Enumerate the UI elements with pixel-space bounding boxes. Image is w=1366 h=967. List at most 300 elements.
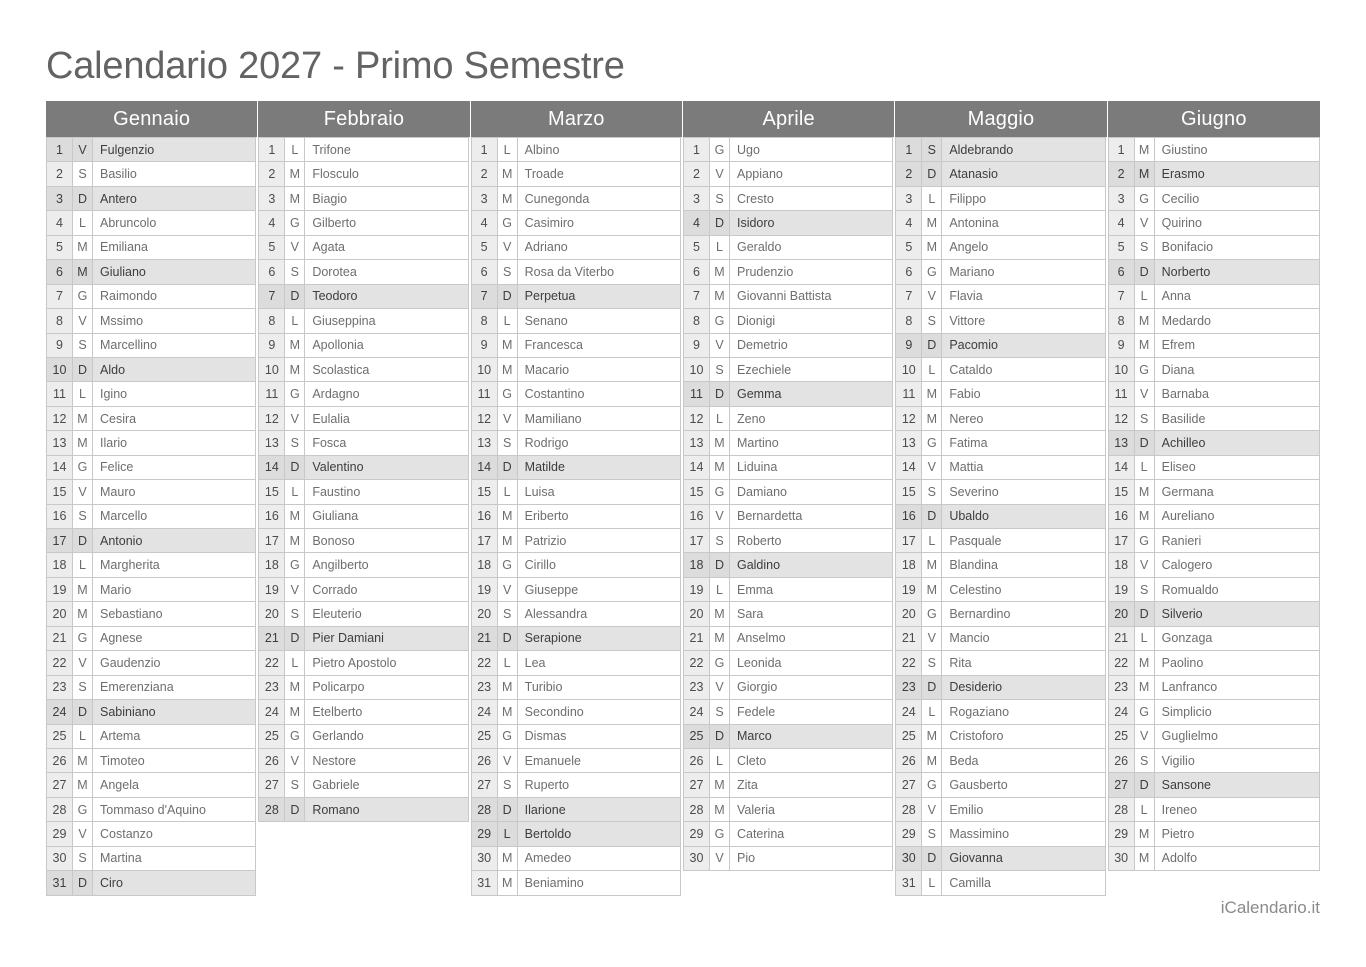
weekday-letter: L (710, 749, 730, 772)
day-number: 5 (896, 236, 922, 259)
day-number: 29 (47, 822, 73, 845)
day-row (684, 700, 892, 724)
day-number: 8 (896, 309, 922, 332)
weekday-letter: L (498, 822, 518, 845)
day-number: 28 (1109, 798, 1135, 821)
day-number: 24 (684, 700, 710, 723)
saint-name: Gerlando (305, 725, 467, 748)
day-row (472, 236, 680, 260)
day-number: 15 (472, 480, 498, 503)
saint-name: Barnaba (1155, 382, 1319, 405)
day-number: 11 (896, 382, 922, 405)
saint-name: Norberto (1155, 260, 1319, 283)
day-number: 19 (259, 578, 285, 601)
day-number: 4 (47, 211, 73, 234)
saint-name: Sebastiano (93, 602, 255, 625)
saint-name: Lanfranco (1155, 676, 1319, 699)
weekday-letter: G (922, 773, 942, 796)
saint-name: Pier Damiani (305, 627, 467, 650)
day-row (684, 407, 892, 431)
day-number: 19 (896, 578, 922, 601)
weekday-letter: D (922, 162, 942, 185)
weekday-letter: G (1135, 358, 1155, 381)
saint-name: Eleuterio (305, 602, 467, 625)
weekday-letter: S (710, 187, 730, 210)
day-number: 16 (47, 505, 73, 528)
saint-name: Perpetua (518, 285, 680, 308)
day-number: 28 (896, 798, 922, 821)
weekday-letter: L (710, 236, 730, 259)
weekday-letter: S (498, 431, 518, 454)
day-number: 23 (47, 676, 73, 699)
saint-name: Gausberto (942, 773, 1104, 796)
weekday-letter: V (285, 407, 305, 430)
saint-name: Aldo (93, 358, 255, 381)
day-row (472, 871, 680, 895)
saint-name: Antero (93, 187, 255, 210)
day-number: 17 (47, 529, 73, 552)
saint-name: Antonina (942, 211, 1104, 234)
saint-name: Mauro (93, 480, 255, 503)
day-number: 23 (1109, 676, 1135, 699)
day-number: 16 (472, 505, 498, 528)
saint-name: Pio (730, 847, 892, 870)
weekday-letter: L (710, 407, 730, 430)
day-number: 2 (684, 162, 710, 185)
saint-name: Gilberto (305, 211, 467, 234)
day-number: 2 (1109, 162, 1135, 185)
day-row (47, 407, 255, 431)
weekday-letter: V (1135, 553, 1155, 576)
day-row (1109, 211, 1319, 235)
saint-name: Diana (1155, 358, 1319, 381)
day-number: 23 (259, 676, 285, 699)
day-number: 28 (472, 798, 498, 821)
day-number: 1 (259, 138, 285, 161)
day-row (472, 651, 680, 675)
day-row (259, 480, 467, 504)
weekday-letter: V (710, 676, 730, 699)
weekday-letter: D (498, 798, 518, 821)
day-number: 15 (684, 480, 710, 503)
weekday-letter: G (710, 138, 730, 161)
day-row (47, 822, 255, 846)
day-number: 4 (259, 211, 285, 234)
saint-name: Felice (93, 456, 255, 479)
day-row (896, 602, 1104, 626)
saint-name: Scolastica (305, 358, 467, 381)
day-number: 13 (47, 431, 73, 454)
day-row (47, 798, 255, 822)
day-number: 30 (896, 847, 922, 870)
weekday-letter: M (73, 578, 93, 601)
day-row (472, 847, 680, 871)
day-number: 27 (472, 773, 498, 796)
saint-name: Giovanni Battista (730, 285, 892, 308)
day-row (896, 749, 1104, 773)
day-row (896, 309, 1104, 333)
saint-name: Geraldo (730, 236, 892, 259)
day-row (1109, 456, 1319, 480)
day-number: 23 (684, 676, 710, 699)
weekday-letter: D (73, 529, 93, 552)
day-row (259, 358, 467, 382)
weekday-letter: M (922, 553, 942, 576)
day-row (47, 505, 255, 529)
saint-name: Adolfo (1155, 847, 1319, 870)
weekday-letter: L (285, 309, 305, 332)
day-row (1109, 847, 1319, 871)
day-number: 8 (472, 309, 498, 332)
day-number: 21 (47, 627, 73, 650)
saint-name: Giustino (1155, 138, 1319, 161)
weekday-letter: D (498, 627, 518, 650)
day-row (684, 553, 892, 577)
day-row (47, 480, 255, 504)
saint-name: Troade (518, 162, 680, 185)
day-number: 30 (472, 847, 498, 870)
weekday-letter: D (285, 285, 305, 308)
weekday-letter: M (1135, 480, 1155, 503)
weekday-letter: G (73, 798, 93, 821)
day-number: 14 (47, 456, 73, 479)
day-row (684, 505, 892, 529)
day-row (684, 382, 892, 406)
saint-name: Pietro (1155, 822, 1319, 845)
day-row (684, 749, 892, 773)
saint-name: Mssimo (93, 309, 255, 332)
saint-name: Giuliano (93, 260, 255, 283)
day-number: 11 (1109, 382, 1135, 405)
day-row (1109, 138, 1319, 162)
day-row (259, 725, 467, 749)
saint-name: Raimondo (93, 285, 255, 308)
saint-name: Policarpo (305, 676, 467, 699)
day-row (472, 480, 680, 504)
weekday-letter: D (710, 553, 730, 576)
day-number: 10 (684, 358, 710, 381)
day-number: 10 (259, 358, 285, 381)
day-number: 9 (472, 334, 498, 357)
day-row (896, 578, 1104, 602)
day-number: 4 (472, 211, 498, 234)
month-column (895, 101, 1107, 896)
day-number: 12 (1109, 407, 1135, 430)
day-number: 29 (1109, 822, 1135, 845)
saint-name: Ruperto (518, 773, 680, 796)
day-number: 27 (259, 773, 285, 796)
saint-name: Beniamino (518, 871, 680, 894)
day-number: 1 (896, 138, 922, 161)
saint-name: Mancio (942, 627, 1104, 650)
saint-name: Quirino (1155, 211, 1319, 234)
day-number: 22 (1109, 651, 1135, 674)
day-row (684, 260, 892, 284)
saint-name: Fabio (942, 382, 1104, 405)
saint-name: Blandina (942, 553, 1104, 576)
day-number: 10 (47, 358, 73, 381)
weekday-letter: V (73, 480, 93, 503)
day-row (259, 700, 467, 724)
weekday-letter: M (285, 334, 305, 357)
day-number: 18 (472, 553, 498, 576)
saint-name: Timoteo (93, 749, 255, 772)
saint-name: Anselmo (730, 627, 892, 650)
day-row (684, 309, 892, 333)
day-number: 29 (472, 822, 498, 845)
saint-name: Emma (730, 578, 892, 601)
saint-name: Giovanna (942, 847, 1104, 870)
saint-name: Secondino (518, 700, 680, 723)
day-number: 29 (896, 822, 922, 845)
day-number: 7 (472, 285, 498, 308)
day-number: 21 (1109, 627, 1135, 650)
saint-name: Costantino (518, 382, 680, 405)
weekday-letter: V (922, 798, 942, 821)
day-number: 11 (472, 382, 498, 405)
weekday-letter: M (710, 456, 730, 479)
day-number: 3 (47, 187, 73, 210)
weekday-letter: D (73, 700, 93, 723)
weekday-letter: S (922, 138, 942, 161)
day-number: 21 (472, 627, 498, 650)
weekday-letter: M (710, 773, 730, 796)
saint-name: Marcellino (93, 334, 255, 357)
day-row (684, 358, 892, 382)
day-row (1109, 334, 1319, 358)
weekday-letter: D (710, 382, 730, 405)
day-number: 16 (1109, 505, 1135, 528)
saint-name: Fatima (942, 431, 1104, 454)
weekday-letter: V (498, 407, 518, 430)
weekday-letter: V (498, 749, 518, 772)
day-number: 17 (684, 529, 710, 552)
day-row (259, 431, 467, 455)
day-number: 25 (47, 725, 73, 748)
day-row (47, 358, 255, 382)
weekday-letter: V (710, 162, 730, 185)
saint-name: Desiderio (942, 676, 1104, 699)
day-row (472, 578, 680, 602)
day-number: 15 (47, 480, 73, 503)
day-number: 26 (684, 749, 710, 772)
weekday-letter: D (922, 334, 942, 357)
day-row (896, 334, 1104, 358)
day-row (47, 676, 255, 700)
day-row (896, 236, 1104, 260)
weekday-letter: M (498, 505, 518, 528)
day-number: 26 (1109, 749, 1135, 772)
day-row (896, 162, 1104, 186)
weekday-letter: G (498, 553, 518, 576)
saint-name: Francesca (518, 334, 680, 357)
day-row (896, 187, 1104, 211)
saint-name: Isidoro (730, 211, 892, 234)
month-column (683, 101, 895, 871)
day-number: 31 (47, 871, 73, 894)
weekday-letter: V (73, 138, 93, 161)
weekday-letter: V (922, 456, 942, 479)
day-number: 14 (1109, 456, 1135, 479)
weekday-letter: S (710, 700, 730, 723)
day-number: 30 (684, 847, 710, 870)
day-number: 16 (259, 505, 285, 528)
day-row (47, 773, 255, 797)
day-number: 23 (896, 676, 922, 699)
saint-name: Erasmo (1155, 162, 1319, 185)
weekday-letter: G (1135, 187, 1155, 210)
day-number: 24 (47, 700, 73, 723)
weekday-letter: S (1135, 407, 1155, 430)
weekday-letter: M (73, 236, 93, 259)
weekday-letter: S (73, 334, 93, 357)
weekday-letter: V (1135, 382, 1155, 405)
day-number: 16 (684, 505, 710, 528)
day-row (472, 260, 680, 284)
saint-name: Cesira (93, 407, 255, 430)
month-column (258, 101, 470, 822)
saint-name: Anna (1155, 285, 1319, 308)
weekday-letter: M (922, 578, 942, 601)
weekday-letter: M (922, 725, 942, 748)
day-number: 11 (684, 382, 710, 405)
saint-name: Casimiro (518, 211, 680, 234)
day-number: 3 (1109, 187, 1135, 210)
saint-name: Martina (93, 847, 255, 870)
saint-name: Trifone (305, 138, 467, 161)
saint-name: Basilio (93, 162, 255, 185)
day-number: 30 (47, 847, 73, 870)
saint-name: Emiliana (93, 236, 255, 259)
day-number: 1 (472, 138, 498, 161)
day-row (259, 211, 467, 235)
day-number: 11 (47, 382, 73, 405)
day-number: 20 (684, 602, 710, 625)
day-row (1109, 480, 1319, 504)
day-row (1109, 798, 1319, 822)
day-row (47, 456, 255, 480)
day-number: 14 (259, 456, 285, 479)
weekday-letter: L (922, 700, 942, 723)
day-row (472, 529, 680, 553)
weekday-letter: G (710, 309, 730, 332)
saint-name: Adriano (518, 236, 680, 259)
saint-name: Teodoro (305, 285, 467, 308)
month-days (46, 137, 256, 896)
weekday-letter: L (73, 725, 93, 748)
day-row (472, 505, 680, 529)
day-row (1109, 236, 1319, 260)
day-row (47, 847, 255, 871)
day-row (1109, 627, 1319, 651)
day-row (1109, 431, 1319, 455)
month-header: Aprile (683, 101, 895, 137)
day-row (259, 578, 467, 602)
weekday-letter: G (922, 260, 942, 283)
weekday-letter: M (73, 749, 93, 772)
day-number: 18 (684, 553, 710, 576)
weekday-letter: S (1135, 578, 1155, 601)
day-number: 20 (896, 602, 922, 625)
day-row (896, 822, 1104, 846)
day-number: 6 (684, 260, 710, 283)
day-number: 26 (472, 749, 498, 772)
saint-name: Damiano (730, 480, 892, 503)
saint-name: Efrem (1155, 334, 1319, 357)
day-row (47, 871, 255, 895)
day-number: 18 (896, 553, 922, 576)
saint-name: Gabriele (305, 773, 467, 796)
weekday-letter: S (73, 847, 93, 870)
saint-name: Leonida (730, 651, 892, 674)
weekday-letter: D (710, 725, 730, 748)
day-number: 19 (1109, 578, 1135, 601)
weekday-letter: M (498, 334, 518, 357)
saint-name: Bernardetta (730, 505, 892, 528)
weekday-letter: V (73, 309, 93, 332)
saint-name: Cirillo (518, 553, 680, 576)
saint-name: Beda (942, 749, 1104, 772)
day-number: 18 (259, 553, 285, 576)
saint-name: Calogero (1155, 553, 1319, 576)
weekday-letter: L (922, 358, 942, 381)
saint-name: Albino (518, 138, 680, 161)
saint-name: Fosca (305, 431, 467, 454)
weekday-letter: V (73, 651, 93, 674)
day-number: 4 (896, 211, 922, 234)
day-row (47, 431, 255, 455)
weekday-letter: L (285, 480, 305, 503)
day-row (472, 334, 680, 358)
weekday-letter: S (1135, 749, 1155, 772)
day-number: 9 (1109, 334, 1135, 357)
day-number: 9 (896, 334, 922, 357)
site-credit: iCalendario.it (1220, 898, 1320, 917)
weekday-letter: S (498, 602, 518, 625)
day-number: 20 (47, 602, 73, 625)
day-number: 3 (259, 187, 285, 210)
day-row (47, 553, 255, 577)
saint-name: Emerenziana (93, 676, 255, 699)
day-row (684, 138, 892, 162)
saint-name: Ireneo (1155, 798, 1319, 821)
saint-name: Mattia (942, 456, 1104, 479)
day-row (896, 431, 1104, 455)
day-number: 6 (896, 260, 922, 283)
day-number: 21 (684, 627, 710, 650)
day-number: 23 (472, 676, 498, 699)
month-days (471, 137, 681, 896)
saint-name: Fedele (730, 700, 892, 723)
month-days (258, 137, 468, 822)
saint-name: Etelberto (305, 700, 467, 723)
day-row (47, 285, 255, 309)
saint-name: Pasquale (942, 529, 1104, 552)
saint-name: Serapione (518, 627, 680, 650)
saint-name: Zeno (730, 407, 892, 430)
day-row (472, 162, 680, 186)
day-row (472, 138, 680, 162)
day-number: 2 (47, 162, 73, 185)
saint-name: Margherita (93, 553, 255, 576)
saint-name: Biagio (305, 187, 467, 210)
day-number: 24 (1109, 700, 1135, 723)
day-row (684, 480, 892, 504)
weekday-letter: V (1135, 725, 1155, 748)
saint-name: Camilla (942, 871, 1104, 894)
weekday-letter: S (922, 651, 942, 674)
day-row (1109, 651, 1319, 675)
